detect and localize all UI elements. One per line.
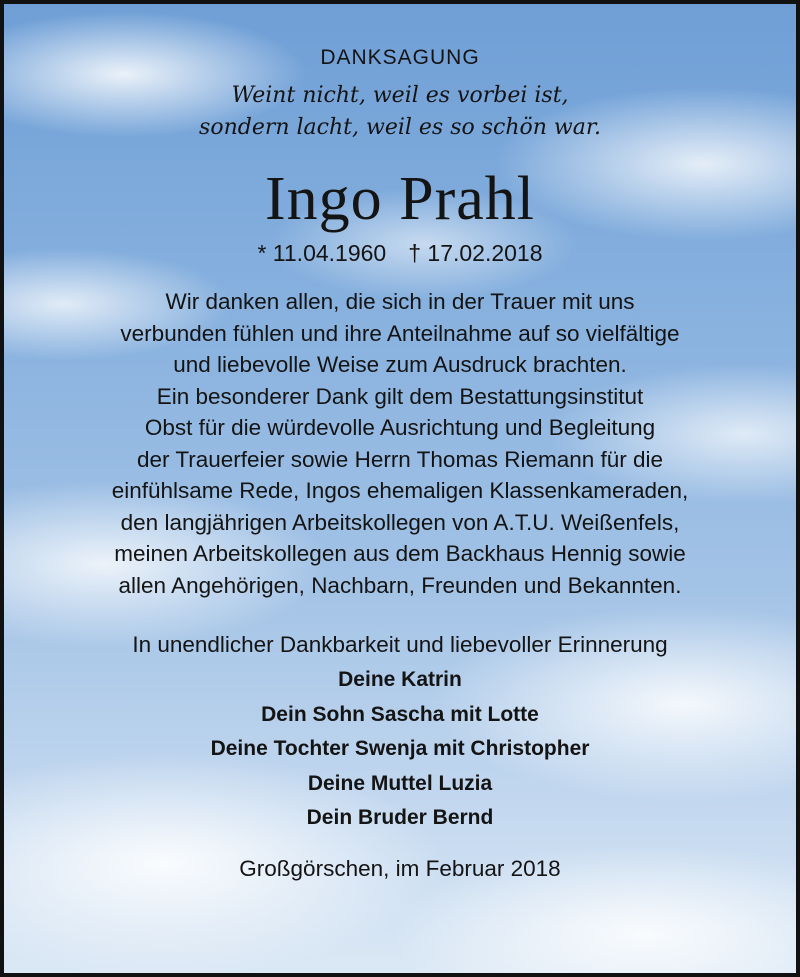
thanks-line: verbunden fühlen und ihre Anteilnahme auf so vielfältige — [120, 320, 680, 346]
motto — [4, 80, 796, 144]
signer: Deine Muttel Luzia — [307, 771, 493, 795]
thanks-text — [4, 286, 796, 601]
thanks-line: allen Angehörigen, Nachbarn, Freunden und Bekannten. — [118, 572, 682, 598]
thanks-line: Obst für die würdevolle Ausrichtung und Begleitung — [144, 415, 656, 440]
thanks-line: Ein besonderer Dank gilt dem Bestattungsinstitut — [156, 383, 644, 409]
thanks-line: den langjährigen Arbeitskollegen von A.T.U. Weißenfels, — [120, 509, 680, 535]
life-dates — [4, 238, 796, 268]
signer: Dein Sohn Sascha mit Lotte — [261, 702, 539, 726]
thanks-line: meinen Arbeitskollegen aus dem Backhaus Hennig sowie — [114, 541, 686, 566]
signers-list — [4, 663, 796, 836]
motto-line: Weint nicht, weil es vorbei ist, — [231, 83, 569, 108]
signer: Dein Bruder Bernd — [306, 806, 494, 829]
signer: Deine Tochter Swenja mit Christopher — [210, 737, 590, 760]
birth-date: * 11.04.1960 — [257, 240, 387, 266]
deceased-name: Ingo Prahl — [264, 165, 536, 233]
obituary-content — [4, 4, 796, 884]
place-and-date: Großgörschen, im Februar 2018 — [239, 855, 561, 881]
signer: Deine Katrin — [338, 668, 462, 691]
death-date: † 17.02.2018 — [408, 240, 543, 266]
thanks-line: der Trauerfeier sowie Herrn Thomas Riemann für die — [136, 446, 664, 472]
closing-line: In unendlicher Dankbarkeit und liebevoller Erinnerung — [132, 632, 668, 657]
thanks-line: Wir danken allen, die sich in der Trauer mit uns — [165, 289, 635, 314]
thanks-line: einfühlsame Rede, Ingos ehemaligen Klassenkameraden, — [111, 478, 689, 503]
motto-line: sondern lacht, weil es so schön war. — [199, 115, 601, 140]
heading: DANKSAGUNG — [320, 46, 480, 69]
thanks-line: und liebevolle Weise zum Ausdruck brachten. — [173, 352, 627, 377]
